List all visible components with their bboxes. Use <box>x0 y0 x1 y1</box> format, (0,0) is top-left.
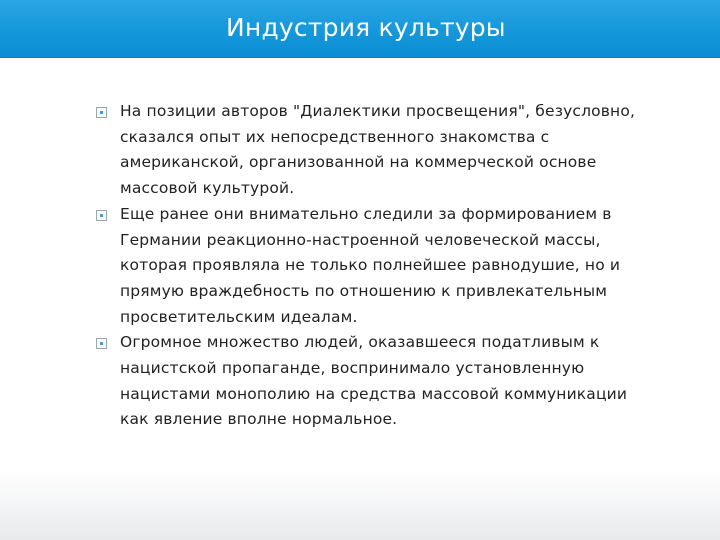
bullet-item <box>96 330 656 433</box>
square-bullet-icon <box>96 107 107 118</box>
slide-title: Индустрия культуры <box>226 13 506 42</box>
bullet-item <box>96 99 656 202</box>
bullet-item <box>96 202 656 331</box>
bullet-text: На позиции авторов "Диалектики просвещения", безусловно, сказался опыт их непосредственного знакомства с американской, организованной на коммерческой основе массовой культурой. <box>120 102 636 198</box>
square-bullet-icon <box>96 338 107 349</box>
bullet-text: Еще ранее они внимательно следили за формированием в Германии реакционно-настроенной человеческой массы, которая проявляла не только полнейшее равнодушие, но и прямую враждебность по отношению к привлекательным просветительским идеалам. <box>120 204 621 326</box>
title-bar <box>0 0 720 58</box>
bullet-list <box>96 99 656 433</box>
square-bullet-icon <box>96 210 107 221</box>
bullet-text: Огромное множество людей, оказавшееся податливым к нацистской пропаганде, воспринимало установленную нацистами монополию на средства массовой коммуникации как явление вполне нормальное. <box>120 333 628 429</box>
